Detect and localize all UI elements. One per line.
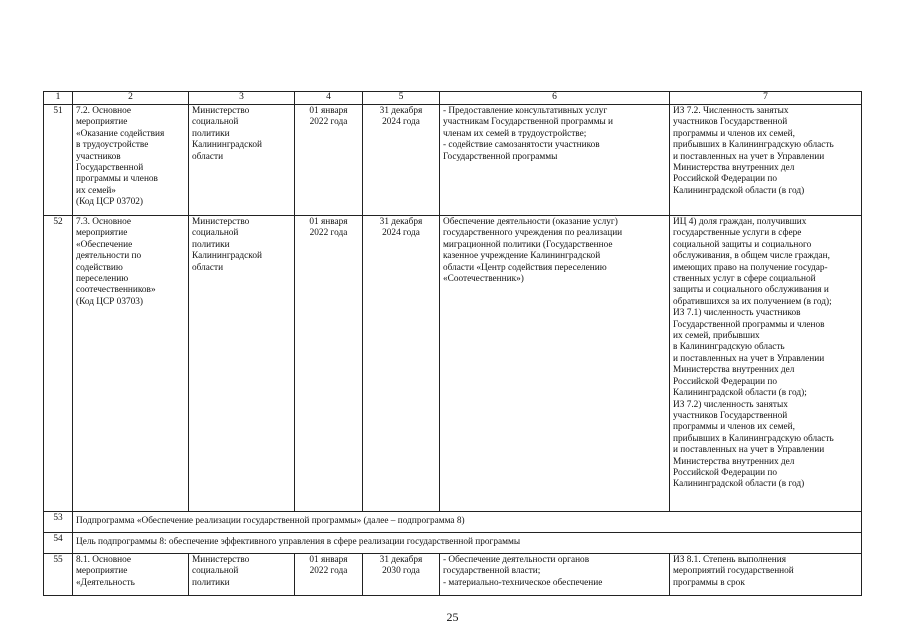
text-line: 31 декабря xyxy=(379,217,423,227)
text-line: Российской Федерации по xyxy=(673,376,777,387)
table-row-55 xyxy=(44,554,862,596)
text-line: государственные услуги в сфере xyxy=(673,228,802,239)
header-cell-2: 2 xyxy=(73,92,189,105)
text-line: Министерства внутренних дел xyxy=(673,365,795,376)
text-line: программы и членов xyxy=(76,174,158,185)
text-line: социальной xyxy=(192,117,239,128)
subprogram-goal: Цель подпрограммы 8: обеспечение эффективного управления в сфере реализации государственной программы xyxy=(73,533,862,554)
text-line: программы в срок xyxy=(673,577,745,588)
event-name-cell xyxy=(73,216,189,512)
text-line: в Калининградскую область xyxy=(673,342,785,353)
text-line: Калининградской области (в год) xyxy=(673,479,805,490)
text-line: политики xyxy=(192,239,230,250)
text-line: 2022 года xyxy=(309,228,348,239)
text-line: соотечественников» xyxy=(76,285,156,296)
text-line: - Предоставление консультативных услуг xyxy=(443,106,608,116)
start-date-cell xyxy=(295,105,363,216)
header-cell-3: 3 xyxy=(189,92,295,105)
text-line: их семей» xyxy=(76,185,116,196)
text-line: Министерства внутренних дел xyxy=(673,163,795,174)
text-line: прибывших в Калининградскую область xyxy=(673,433,834,444)
text-line: «Оказание содействия xyxy=(76,128,165,139)
text-line: 7.3. Основное xyxy=(76,217,131,227)
indicator-cell xyxy=(670,105,862,216)
text-line: обслуживания, в общем числе граждан, xyxy=(673,251,830,262)
text-line: «Обеспечение xyxy=(76,239,133,250)
text-line: их семей, прибывших xyxy=(673,331,760,342)
text-line: ИЗ 7.2) численность занятых xyxy=(673,399,788,410)
document-table xyxy=(43,91,862,596)
text-line: области xyxy=(192,151,224,162)
text-line: Калининградской xyxy=(192,140,262,151)
text-line: «Деятельность xyxy=(76,577,135,588)
table-row-53 xyxy=(44,512,862,533)
text-line: 2024 года xyxy=(382,228,420,239)
text-line: - содействие самозанятости участников xyxy=(443,140,600,151)
end-date-cell xyxy=(363,105,440,216)
text-line: обратившихся за их получением (в год); xyxy=(673,296,832,307)
text-line: ИЗ 7.2. Численность занятых xyxy=(673,106,789,116)
text-line: Калининградской xyxy=(192,251,262,262)
text-line: членам их семей в трудоустройстве; xyxy=(443,128,587,139)
text-line: деятельности по xyxy=(76,251,142,262)
text-line: участников Государственной xyxy=(673,117,788,128)
header-cell-6: 6 xyxy=(440,92,670,105)
text-line: программы и членов их семей, xyxy=(673,422,795,433)
text-line: социальной защиты и социального xyxy=(673,239,812,250)
text-line: переселению xyxy=(76,274,129,285)
text-line: политики xyxy=(192,577,230,588)
text-line: (Код ЦСР 03703) xyxy=(76,296,144,307)
text-line: прибывших в Калининградскую область xyxy=(673,140,834,151)
indicator-cell xyxy=(670,554,862,596)
text-line: 01 января xyxy=(309,217,348,227)
text-line: Министерство xyxy=(192,217,250,227)
header-cell-7: 7 xyxy=(670,92,862,105)
text-line: ИЗ 8.1. Степень выполнения xyxy=(673,555,786,565)
text-line: - материально-техническое обеспечение xyxy=(443,577,603,588)
subprogram-title: Подпрограмма «Обеспечение реализации государственной программы» (далее – подпрограмма 8) xyxy=(73,512,862,533)
text-line: государственной власти; xyxy=(443,566,541,577)
text-line: Калининградской области (в год) xyxy=(673,185,805,196)
text-line: 01 января xyxy=(309,555,348,565)
text-line: Министерства внутренних дел xyxy=(673,456,795,467)
text-line: защиты и социального обслуживания и xyxy=(673,285,829,296)
row-number: 53 xyxy=(44,512,73,533)
row-number: 51 xyxy=(44,105,73,216)
text-line: участникам Государственной программы и xyxy=(443,117,614,128)
text-line: социальной xyxy=(192,228,239,239)
text-line: Министерство xyxy=(192,106,250,116)
text-line: 31 декабря xyxy=(379,555,423,565)
start-date-cell xyxy=(295,216,363,512)
text-line: мероприятие xyxy=(76,566,128,577)
text-line: ИЗ 7.1) численность участников xyxy=(673,308,801,319)
text-line: Российской Федерации по xyxy=(673,467,777,478)
table-row-52 xyxy=(44,216,862,512)
text-line: Государственной программы и членов xyxy=(673,319,825,330)
text-line: 2024 года xyxy=(382,117,420,128)
content-cell xyxy=(440,105,670,216)
text-line: содействию xyxy=(76,262,123,273)
executor-cell xyxy=(189,105,295,216)
text-line: 2030 года xyxy=(382,566,420,577)
text-line: ственных услуг в сфере социальной xyxy=(673,274,816,285)
text-line: имеющих право на получение государ- xyxy=(673,262,828,273)
text-line: в трудоустройстве xyxy=(76,140,149,151)
text-line: области «Центр содействия переселению xyxy=(443,262,607,273)
text-line: социальной xyxy=(192,566,239,577)
content-cell xyxy=(440,554,670,596)
header-cell-4: 4 xyxy=(295,92,363,105)
text-line: Российской Федерации по xyxy=(673,174,777,185)
text-line: Государственной программы xyxy=(443,151,558,162)
text-line: мероприятий государственной xyxy=(673,566,794,577)
text-line: 31 декабря xyxy=(379,106,423,116)
row-number: 55 xyxy=(44,554,73,596)
event-name-cell xyxy=(73,554,189,596)
text-line: Государственной xyxy=(76,163,144,174)
text-line: Калининградской области (в год); xyxy=(673,388,807,399)
text-line: мероприятие xyxy=(76,117,128,128)
text-line: участников xyxy=(76,151,121,162)
text-line: 2022 года xyxy=(309,566,348,577)
content-cell xyxy=(440,216,670,512)
text-line: (Код ЦСР 03702) xyxy=(76,197,144,208)
header-cell-1: 1 xyxy=(44,92,73,105)
indicator-cell xyxy=(670,216,862,512)
text-line: и поставленных на учет в Управлении xyxy=(673,353,825,364)
table-row-54 xyxy=(44,533,862,554)
text-line: государственного учреждения по реализации xyxy=(443,228,623,239)
text-line: 01 января xyxy=(309,106,348,116)
text-line: и поставленных на учет в Управлении xyxy=(673,151,825,162)
text-line: миграционной политики (Государственное xyxy=(443,239,613,250)
text-line: мероприятие xyxy=(76,228,128,239)
text-line: - Обеспечение деятельности органов xyxy=(443,555,590,565)
text-line: ИЦ 4) доля граждан, получивших xyxy=(673,217,807,227)
text-line: программы и членов их семей, xyxy=(673,128,795,139)
row-number: 52 xyxy=(44,216,73,512)
text-line: политики xyxy=(192,128,230,139)
event-name-cell xyxy=(73,105,189,216)
end-date-cell xyxy=(363,216,440,512)
text-line: «Соотечественник») xyxy=(443,274,524,285)
text-line: казенное учреждение Калининградской xyxy=(443,251,601,262)
text-line: и поставленных на учет в Управлении xyxy=(673,445,825,456)
text-line: Обеспечение деятельности (оказание услуг) xyxy=(443,217,618,227)
text-line: 2022 года xyxy=(309,117,348,128)
table-row-51 xyxy=(44,105,862,216)
text-line: Министерство xyxy=(192,555,250,565)
executor-cell xyxy=(189,554,295,596)
page-number: 25 xyxy=(446,610,459,624)
end-date-cell xyxy=(363,554,440,596)
header-cell-5: 5 xyxy=(363,92,440,105)
text-line: 7.2. Основное xyxy=(76,106,131,116)
text-line: участников Государственной xyxy=(673,410,788,421)
row-number: 54 xyxy=(44,533,73,554)
header-row xyxy=(44,92,862,105)
text-line: 8.1. Основное xyxy=(76,555,131,565)
start-date-cell xyxy=(295,554,363,596)
text-line: области xyxy=(192,262,224,273)
executor-cell xyxy=(189,216,295,512)
